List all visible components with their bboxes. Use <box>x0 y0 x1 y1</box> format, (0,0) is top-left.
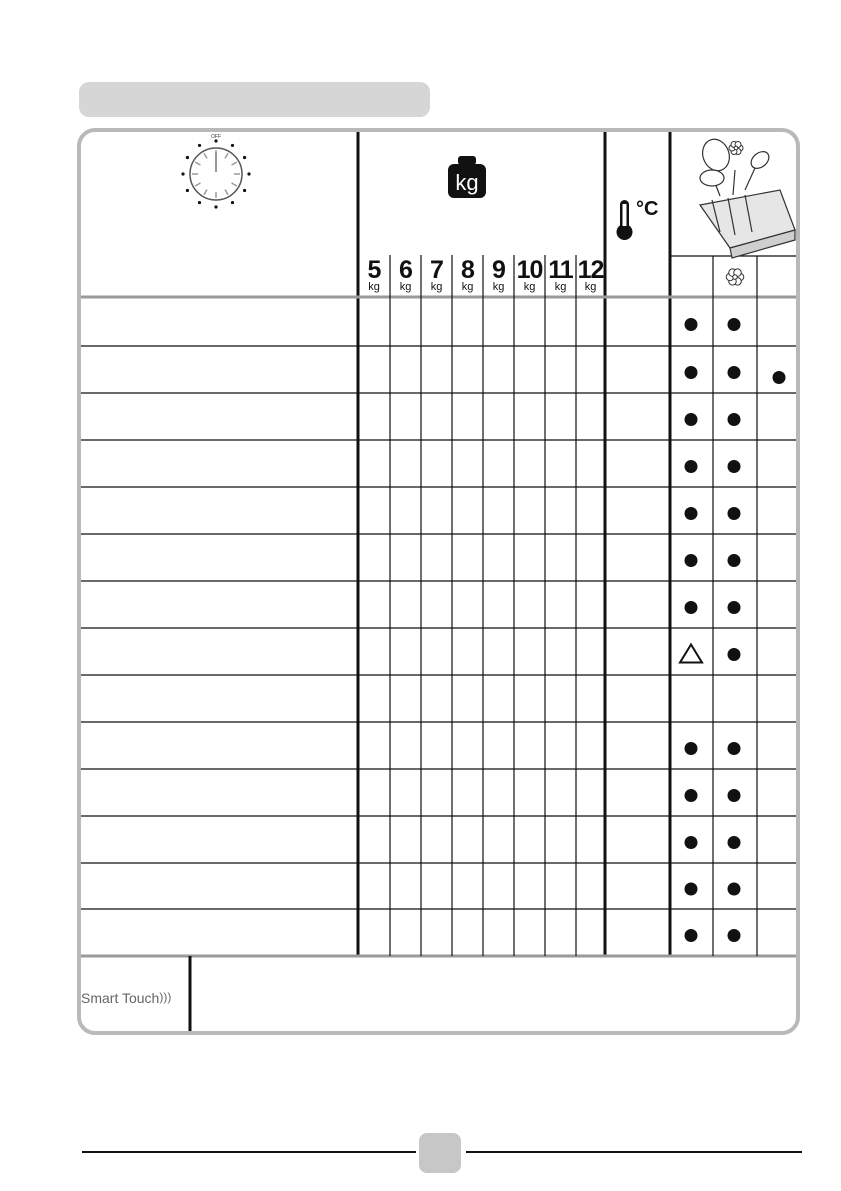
footer-rule-left <box>82 1151 416 1153</box>
row-1-main-dot <box>685 318 698 331</box>
load-7kg-unit: kg <box>430 281 443 293</box>
row-2-softener-dot <box>728 366 741 379</box>
row-10-softener-dot <box>728 742 741 755</box>
row-8-main-triangle <box>680 645 702 663</box>
row-11-main-dot <box>685 789 698 802</box>
load-11kg-number: 11 <box>548 256 573 284</box>
row-13-main-dot <box>685 883 698 896</box>
row-6-softener-dot <box>728 554 741 567</box>
softener-flower-icon-header <box>729 142 743 155</box>
programme-dial-icon <box>181 134 250 209</box>
load-9kg-number: 9 <box>492 256 505 284</box>
row-10-main-dot <box>685 742 698 755</box>
row-3-softener-dot <box>728 413 741 426</box>
row-14-main-dot <box>685 929 698 942</box>
temperature-unit-label: °C <box>636 198 659 220</box>
load-11kg-unit: kg <box>554 281 567 293</box>
load-12kg-unit: kg <box>584 281 597 293</box>
load-10kg-number: 10 <box>516 256 543 284</box>
row-4-main-dot <box>685 460 698 473</box>
row-2-main-dot <box>685 366 698 379</box>
row-7-softener-dot <box>728 601 741 614</box>
load-6kg-number: 6 <box>399 256 412 284</box>
row-2-extra-dot <box>773 371 786 384</box>
page-number-box <box>419 1133 461 1173</box>
weight-kg-label: kg <box>455 170 479 195</box>
load-10kg-unit: kg <box>523 281 536 293</box>
load-5kg-number: 5 <box>367 256 381 284</box>
load-9kg-unit: kg <box>492 281 505 293</box>
row-7-main-dot <box>685 601 698 614</box>
row-4-softener-dot <box>728 460 741 473</box>
weight-kg-icon <box>448 156 486 203</box>
smart-touch-text: Smart Touch <box>81 990 160 1006</box>
row-8-softener-dot <box>728 648 741 661</box>
softener-flower-icon <box>726 269 744 285</box>
row-6-main-dot <box>685 554 698 567</box>
row-5-main-dot <box>685 507 698 520</box>
row-13-softener-dot <box>728 883 741 896</box>
row-12-main-dot <box>685 836 698 849</box>
footer-rule-right <box>466 1151 802 1153</box>
row-14-softener-dot <box>728 929 741 942</box>
load-6kg-unit: kg <box>399 281 412 293</box>
load-12kg-number: 12 <box>577 256 604 284</box>
dial-off-label: OFF <box>211 134 221 140</box>
load-7kg-number: 7 <box>430 256 443 284</box>
detergent-drawer-icon <box>698 136 795 258</box>
row-3-main-dot <box>685 413 698 426</box>
smart-touch-label <box>81 990 171 1006</box>
row-12-softener-dot <box>728 836 741 849</box>
nfc-signal-icon: ))) <box>159 990 172 1004</box>
row-5-softener-dot <box>728 507 741 520</box>
load-5kg-unit: kg <box>368 281 380 293</box>
load-8kg-unit: kg <box>461 281 474 293</box>
load-8kg-number: 8 <box>461 256 474 284</box>
row-11-softener-dot <box>728 789 741 802</box>
row-1-softener-dot <box>728 318 741 331</box>
thermometer-icon <box>617 200 633 240</box>
